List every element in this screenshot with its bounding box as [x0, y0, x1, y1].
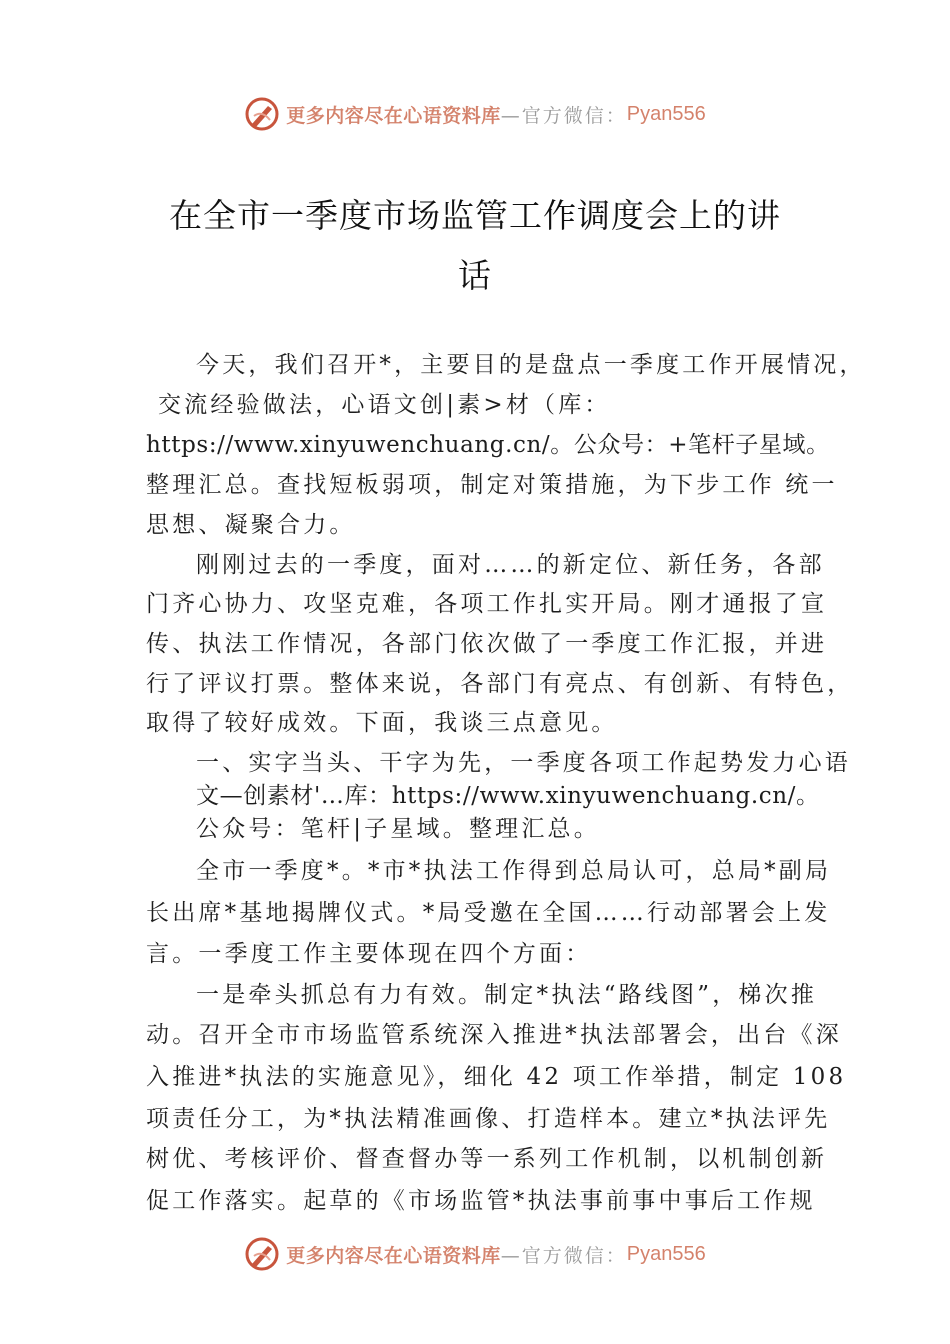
banner-main-text: 更多内容尽在心语资料库 [286, 1244, 501, 1267]
banner-main-text: 更多内容尽在心语资料库 [286, 104, 501, 127]
title-line: 在全市一季度市场监管工作调度会上的讲 [169, 196, 781, 235]
body-line: 一、实字当头、干字为先，一季度各项工作起势发力心语 [196, 750, 851, 776]
banner-sub-text: —官方微信： [500, 1244, 627, 1267]
body-line: 今天，我们召开*，主要目的是盘点一季度工作开展情况， [196, 352, 866, 378]
banner-wechat-id: Pyan556 [626, 102, 706, 125]
body-line: 动。召开全市市场监管系统深入推进*执法部署会，出台《深 [146, 1022, 842, 1048]
header-watermark-banner [0, 92, 950, 136]
body-line: 刚刚过去的一季度，面对……的新定位、新任务，各部 [196, 552, 825, 578]
body-line: 一是牵头抓总有力有效。制定*执法“路线图”，梯次推 [196, 982, 818, 1008]
pen-in-circle-icon [244, 1236, 280, 1272]
pen-in-circle-icon [244, 96, 280, 132]
banner-wechat-id: Pyan556 [626, 1242, 706, 1265]
title-line: 话 [458, 256, 492, 295]
body-line: 全市一季度*。*市*执法工作得到总局认可，总局*副局 [196, 858, 832, 884]
body-line: 公众号：笔杆|子星域。整理汇总。 [196, 816, 600, 842]
body-line: 传、执法工作情况，各部门依次做了一季度工作汇报，并进 [146, 631, 828, 657]
body-line: 促工作落实。起草的《市场监管*执法事前事中事后工作规 [146, 1188, 816, 1214]
body-line: 行了评议打票。整体来说，各部门有亮点、有创新、有特色， [146, 671, 854, 697]
body-line: 长出席*基地揭牌仪式。*局受邀在全国……行动部署会上发 [146, 900, 831, 926]
body-line: 门齐心协力、攻坚克难，各项工作扎实开局。刚才通报了宣 [146, 591, 828, 617]
body-line: https://www.xinyuwenchuang.cn/。公众号：+笔杆子星域。 [146, 432, 830, 458]
page-title [120, 186, 830, 306]
body-line: 交流经验做法，心语文创|素>材（库： [158, 392, 611, 418]
body-line: 入推进*执法的实施意见》，细化 42 项工作举措，制定 108 [146, 1064, 847, 1090]
body-line: 文—创素材'…库：https://www.xinyuwenchuang.cn/。 [196, 783, 820, 809]
footer-watermark-banner [0, 1232, 950, 1276]
body-line: 言。一季度工作主要体现在四个方面： [146, 941, 592, 967]
body-line: 项责任分工，为*执法精准画像、打造样本。建立*执法评先 [146, 1106, 831, 1132]
body-line: 思想、凝聚合力。 [146, 512, 356, 538]
banner-sub-text: —官方微信： [500, 104, 627, 127]
body-line: 整理汇总。查找短板弱项，制定对策措施，为下步工作 统一 [146, 472, 838, 498]
body-line: 取得了较好成效。下面，我谈三点意见。 [146, 710, 618, 736]
body-line: 树优、考核评价、督查督办等一系列工作机制，以机制创新 [146, 1146, 828, 1172]
